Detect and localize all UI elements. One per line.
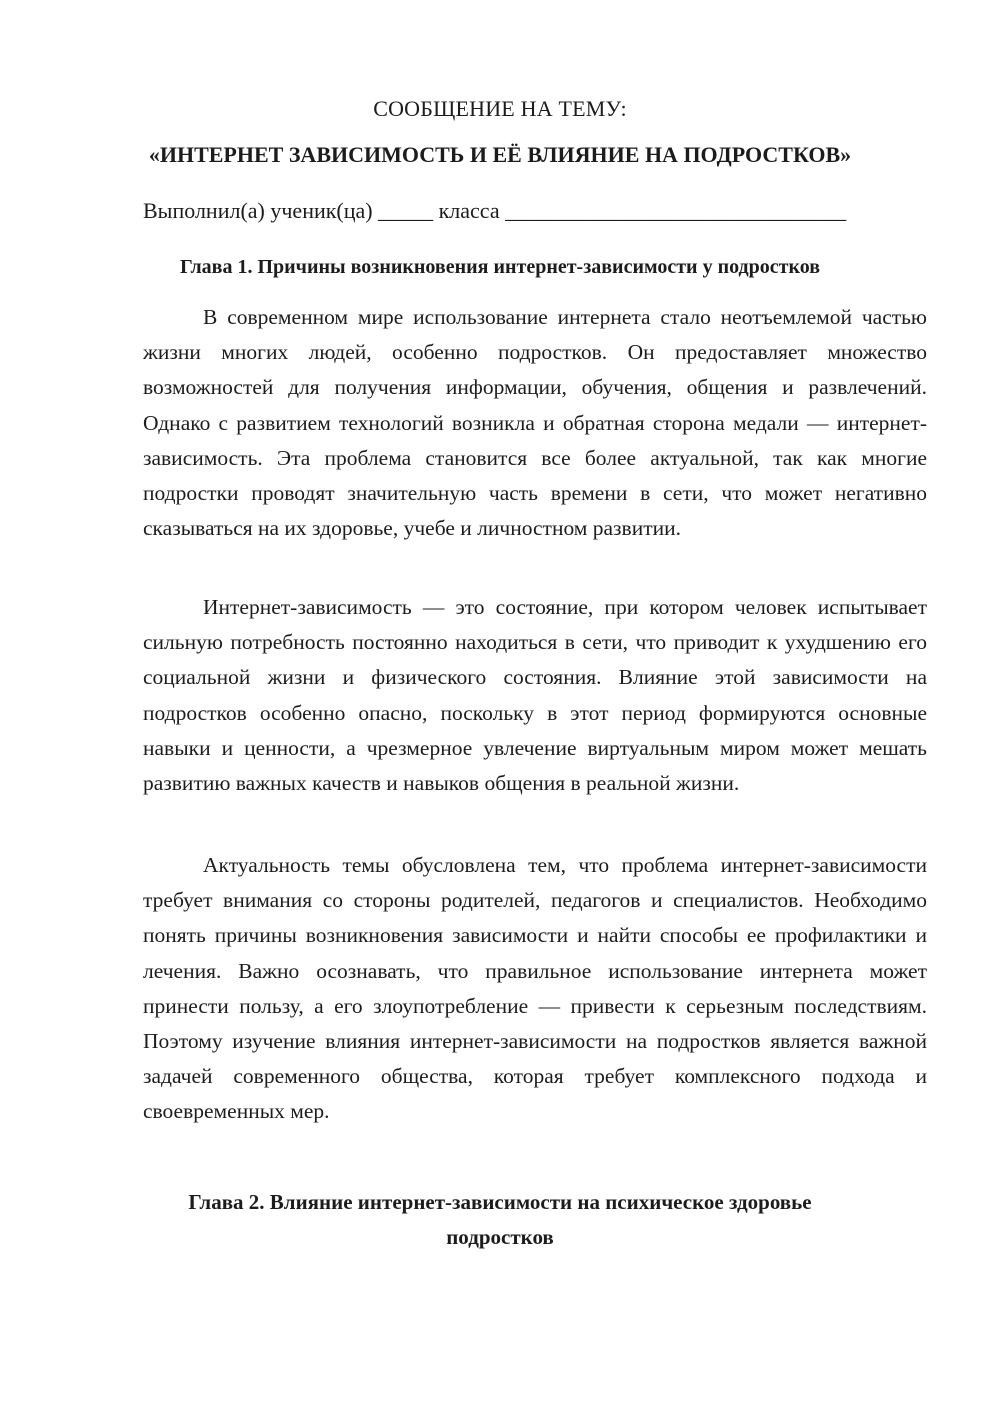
author-line: Выполнил(а) ученик(ца) _____ класса _______________________________ (143, 198, 847, 223)
chapter-1-paragraph-1: В современном мире использование интернета стало неотъемлемой частью жизни многих людей, особенно подростков. Он предоставляет множество возможностей для получения информации, обучения, общения и развлечений. Однако с развитием технологий возникла и обратная сторона медали — интернет-зависимость. Эта проблема становится все более актуальной, так как многие подростки проводят значительную часть времени в сети, что может негативно сказываться на их здоровье, учебе и личностном развитии. (143, 305, 927, 541)
chapter-2-heading-line-1: Глава 2. Влияние интернет-зависимости на психическое здоровье (188, 1190, 812, 1214)
chapter-2-heading-line-2: подростков (446, 1225, 554, 1249)
document-title-line-2: «ИНТЕРНЕТ ЗАВИСИМОСТЬ И ЕЁ ВЛИЯНИЕ НА ПОДРОСТКОВ» (148, 142, 852, 167)
chapter-1-heading: Глава 1. Причины возникновения интернет-зависимости у подростков (179, 256, 821, 278)
document-title-line-1: СООБЩЕНИЕ НА ТЕМУ: (373, 96, 627, 121)
chapter-1-paragraph-2: Интернет-зависимость — это состояние, при котором человек испытывает сильную потребность постоянно находиться в сети, что приводит к ухудшению его социальной жизни и физического состояния. Влияние этой зависимости на подростков особенно опасно, поскольку в этот период формируются основные навыки и ценности, а чрезмерное увлечение виртуальным миром может мешать развитию важных качеств и навыков общения в реальной жизни. (143, 595, 927, 796)
chapter-1-paragraph-3: Актуальность темы обусловлена тем, что проблема интернет-зависимости требует внимания со стороны родителей, педагогов и специалистов. Необходимо понять причины возникновения зависимости и найти способы ее профилактики и лечения. Важно осознавать, что правильное использование интернета может принести пользу, а его злоупотребление — привести к серьезным последствиям. Поэтому изучение влияния интернет-зависимости на подростков является важной задачей современного общества, которая требует комплексного подхода и своевременных мер. (143, 853, 927, 1124)
